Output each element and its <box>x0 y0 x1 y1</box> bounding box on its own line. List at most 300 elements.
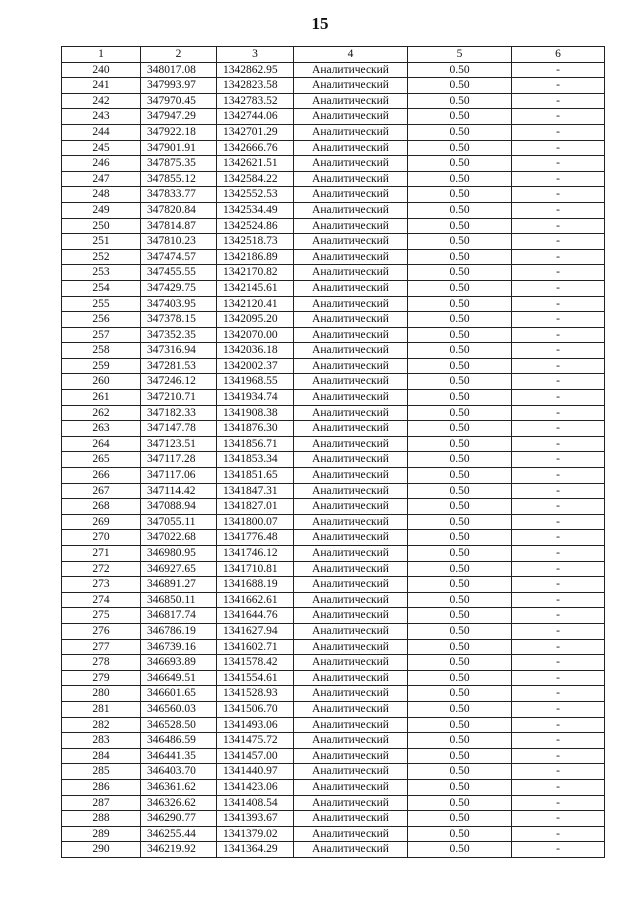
table-row <box>62 343 605 359</box>
x-coordinate-cell: 347993.97 <box>141 78 217 94</box>
y-coordinate-cell: 1341475.72 <box>217 733 294 749</box>
x-coordinate-cell: 347246.12 <box>141 374 217 390</box>
table-row <box>62 733 605 749</box>
y-coordinate-cell: 1341528.93 <box>217 686 294 702</box>
y-coordinate-cell: 1341853.34 <box>217 452 294 468</box>
table-header-row <box>62 47 605 63</box>
y-coordinate-cell: 1342666.76 <box>217 140 294 156</box>
point-number-cell: 265 <box>62 452 141 468</box>
point-number-cell: 269 <box>62 514 141 530</box>
table-row <box>62 499 605 515</box>
accuracy-cell: 0.50 <box>408 686 512 702</box>
table-row <box>62 390 605 406</box>
note-cell: - <box>512 140 605 156</box>
accuracy-cell: 0.50 <box>408 156 512 172</box>
y-coordinate-cell: 1341776.48 <box>217 530 294 546</box>
note-cell: - <box>512 764 605 780</box>
accuracy-cell: 0.50 <box>408 62 512 78</box>
point-number-cell: 280 <box>62 686 141 702</box>
point-number-cell: 240 <box>62 62 141 78</box>
method-cell: Аналитический <box>294 670 408 686</box>
method-cell: Аналитический <box>294 78 408 94</box>
note-cell: - <box>512 779 605 795</box>
accuracy-cell: 0.50 <box>408 468 512 484</box>
table-row <box>62 218 605 234</box>
point-number-cell: 246 <box>62 156 141 172</box>
note-cell: - <box>512 156 605 172</box>
method-cell: Аналитический <box>294 608 408 624</box>
table-row <box>62 296 605 312</box>
point-number-cell: 256 <box>62 312 141 328</box>
method-cell: Аналитический <box>294 826 408 842</box>
accuracy-cell: 0.50 <box>408 561 512 577</box>
accuracy-cell: 0.50 <box>408 779 512 795</box>
y-coordinate-cell: 1342823.58 <box>217 78 294 94</box>
point-number-cell: 285 <box>62 764 141 780</box>
method-cell: Аналитический <box>294 374 408 390</box>
method-cell: Аналитический <box>294 249 408 265</box>
note-cell: - <box>512 343 605 359</box>
y-coordinate-cell: 1341506.70 <box>217 701 294 717</box>
method-cell: Аналитический <box>294 499 408 515</box>
point-number-cell: 259 <box>62 358 141 374</box>
method-cell: Аналитический <box>294 468 408 484</box>
y-coordinate-cell: 1341554.61 <box>217 670 294 686</box>
y-coordinate-cell: 1341578.42 <box>217 655 294 671</box>
method-cell: Аналитический <box>294 343 408 359</box>
point-number-cell: 249 <box>62 202 141 218</box>
table-row <box>62 842 605 858</box>
point-number-cell: 283 <box>62 733 141 749</box>
accuracy-cell: 0.50 <box>408 421 512 437</box>
note-cell: - <box>512 826 605 842</box>
table-row <box>62 62 605 78</box>
note-cell: - <box>512 639 605 655</box>
accuracy-cell: 0.50 <box>408 109 512 125</box>
note-cell: - <box>512 327 605 343</box>
y-coordinate-cell: 1341364.29 <box>217 842 294 858</box>
y-coordinate-cell: 1342744.06 <box>217 109 294 125</box>
x-coordinate-cell: 347147.78 <box>141 421 217 437</box>
table-row <box>62 811 605 827</box>
column-header: 5 <box>408 47 512 63</box>
table-row <box>62 405 605 421</box>
note-cell: - <box>512 483 605 499</box>
x-coordinate-cell: 347114.42 <box>141 483 217 499</box>
y-coordinate-cell: 1341710.81 <box>217 561 294 577</box>
table-row <box>62 421 605 437</box>
y-coordinate-cell: 1341851.65 <box>217 468 294 484</box>
point-number-cell: 272 <box>62 561 141 577</box>
table-row <box>62 156 605 172</box>
method-cell: Аналитический <box>294 280 408 296</box>
y-coordinate-cell: 1341408.54 <box>217 795 294 811</box>
method-cell: Аналитический <box>294 577 408 593</box>
x-coordinate-cell: 347855.12 <box>141 171 217 187</box>
note-cell: - <box>512 124 605 140</box>
method-cell: Аналитический <box>294 546 408 562</box>
method-cell: Аналитический <box>294 327 408 343</box>
y-coordinate-cell: 1341908.38 <box>217 405 294 421</box>
point-number-cell: 278 <box>62 655 141 671</box>
note-cell: - <box>512 93 605 109</box>
x-coordinate-cell: 347403.95 <box>141 296 217 312</box>
x-coordinate-cell: 346649.51 <box>141 670 217 686</box>
page-number: 15 <box>311 14 329 33</box>
y-coordinate-cell: 1342518.73 <box>217 234 294 250</box>
table-row <box>62 592 605 608</box>
note-cell: - <box>512 421 605 437</box>
point-number-cell: 263 <box>62 421 141 437</box>
y-coordinate-cell: 1341800.07 <box>217 514 294 530</box>
table-row <box>62 468 605 484</box>
accuracy-cell: 0.50 <box>408 93 512 109</box>
y-coordinate-cell: 1342534.49 <box>217 202 294 218</box>
column-header: 6 <box>512 47 605 63</box>
method-cell: Аналитический <box>294 62 408 78</box>
table-row <box>62 140 605 156</box>
x-coordinate-cell: 347429.75 <box>141 280 217 296</box>
point-number-cell: 289 <box>62 826 141 842</box>
x-coordinate-cell: 346403.70 <box>141 764 217 780</box>
note-cell: - <box>512 670 605 686</box>
point-number-cell: 253 <box>62 265 141 281</box>
note-cell: - <box>512 561 605 577</box>
x-coordinate-cell: 346817.74 <box>141 608 217 624</box>
x-coordinate-cell: 347123.51 <box>141 436 217 452</box>
note-cell: - <box>512 811 605 827</box>
method-cell: Аналитический <box>294 811 408 827</box>
method-cell: Аналитический <box>294 124 408 140</box>
note-cell: - <box>512 499 605 515</box>
table-row <box>62 358 605 374</box>
table-row <box>62 452 605 468</box>
method-cell: Аналитический <box>294 623 408 639</box>
note-cell: - <box>512 546 605 562</box>
x-coordinate-cell: 347316.94 <box>141 343 217 359</box>
accuracy-cell: 0.50 <box>408 530 512 546</box>
y-coordinate-cell: 1342621.51 <box>217 156 294 172</box>
accuracy-cell: 0.50 <box>408 577 512 593</box>
table-row <box>62 171 605 187</box>
accuracy-cell: 0.50 <box>408 296 512 312</box>
method-cell: Аналитический <box>294 748 408 764</box>
table-row <box>62 280 605 296</box>
method-cell: Аналитический <box>294 218 408 234</box>
table-row <box>62 249 605 265</box>
y-coordinate-cell: 1341746.12 <box>217 546 294 562</box>
x-coordinate-cell: 347947.29 <box>141 109 217 125</box>
accuracy-cell: 0.50 <box>408 499 512 515</box>
table-row <box>62 483 605 499</box>
table-row <box>62 686 605 702</box>
x-coordinate-cell: 346255.44 <box>141 826 217 842</box>
table-row <box>62 608 605 624</box>
accuracy-cell: 0.50 <box>408 639 512 655</box>
table-row <box>62 265 605 281</box>
method-cell: Аналитический <box>294 358 408 374</box>
x-coordinate-cell: 347901.91 <box>141 140 217 156</box>
note-cell: - <box>512 452 605 468</box>
note-cell: - <box>512 436 605 452</box>
column-header: 1 <box>62 47 141 63</box>
accuracy-cell: 0.50 <box>408 187 512 203</box>
x-coordinate-cell: 347117.06 <box>141 468 217 484</box>
table-row <box>62 655 605 671</box>
accuracy-cell: 0.50 <box>408 701 512 717</box>
point-number-cell: 290 <box>62 842 141 858</box>
table-row <box>62 93 605 109</box>
point-number-cell: 281 <box>62 701 141 717</box>
point-number-cell: 262 <box>62 405 141 421</box>
x-coordinate-cell: 346980.95 <box>141 546 217 562</box>
accuracy-cell: 0.50 <box>408 327 512 343</box>
x-coordinate-cell: 347088.94 <box>141 499 217 515</box>
accuracy-cell: 0.50 <box>408 140 512 156</box>
table-row <box>62 124 605 140</box>
y-coordinate-cell: 1341856.71 <box>217 436 294 452</box>
method-cell: Аналитический <box>294 296 408 312</box>
accuracy-cell: 0.50 <box>408 78 512 94</box>
note-cell: - <box>512 218 605 234</box>
x-coordinate-cell: 347455.55 <box>141 265 217 281</box>
table-row <box>62 374 605 390</box>
point-number-cell: 242 <box>62 93 141 109</box>
point-number-cell: 267 <box>62 483 141 499</box>
accuracy-cell: 0.50 <box>408 733 512 749</box>
accuracy-cell: 0.50 <box>408 764 512 780</box>
method-cell: Аналитический <box>294 701 408 717</box>
point-number-cell: 266 <box>62 468 141 484</box>
x-coordinate-cell: 347182.33 <box>141 405 217 421</box>
table-row <box>62 530 605 546</box>
point-number-cell: 255 <box>62 296 141 312</box>
y-coordinate-cell: 1342701.29 <box>217 124 294 140</box>
x-coordinate-cell: 347970.45 <box>141 93 217 109</box>
table-row <box>62 312 605 328</box>
accuracy-cell: 0.50 <box>408 312 512 328</box>
x-coordinate-cell: 347833.77 <box>141 187 217 203</box>
y-coordinate-cell: 1341662.61 <box>217 592 294 608</box>
point-number-cell: 270 <box>62 530 141 546</box>
y-coordinate-cell: 1342145.61 <box>217 280 294 296</box>
table-row <box>62 639 605 655</box>
y-coordinate-cell: 1341644.76 <box>217 608 294 624</box>
table-row <box>62 701 605 717</box>
note-cell: - <box>512 78 605 94</box>
note-cell: - <box>512 514 605 530</box>
note-cell: - <box>512 109 605 125</box>
x-coordinate-cell: 346693.89 <box>141 655 217 671</box>
y-coordinate-cell: 1342120.41 <box>217 296 294 312</box>
table-row <box>62 561 605 577</box>
point-number-cell: 277 <box>62 639 141 655</box>
point-number-cell: 287 <box>62 795 141 811</box>
method-cell: Аналитический <box>294 842 408 858</box>
accuracy-cell: 0.50 <box>408 842 512 858</box>
table-row <box>62 748 605 764</box>
x-coordinate-cell: 346326.62 <box>141 795 217 811</box>
note-cell: - <box>512 701 605 717</box>
method-cell: Аналитический <box>294 733 408 749</box>
accuracy-cell: 0.50 <box>408 436 512 452</box>
y-coordinate-cell: 1341968.55 <box>217 374 294 390</box>
accuracy-cell: 0.50 <box>408 218 512 234</box>
x-coordinate-cell: 347378.15 <box>141 312 217 328</box>
table-row <box>62 327 605 343</box>
y-coordinate-cell: 1342036.18 <box>217 343 294 359</box>
accuracy-cell: 0.50 <box>408 514 512 530</box>
method-cell: Аналитический <box>294 561 408 577</box>
table-row <box>62 109 605 125</box>
table-row <box>62 202 605 218</box>
y-coordinate-cell: 1341827.01 <box>217 499 294 515</box>
accuracy-cell: 0.50 <box>408 202 512 218</box>
x-coordinate-cell: 347210.71 <box>141 390 217 406</box>
y-coordinate-cell: 1341876.30 <box>217 421 294 437</box>
table-row <box>62 623 605 639</box>
y-coordinate-cell: 1342002.37 <box>217 358 294 374</box>
x-coordinate-cell: 346290.77 <box>141 811 217 827</box>
y-coordinate-cell: 1341393.67 <box>217 811 294 827</box>
accuracy-cell: 0.50 <box>408 483 512 499</box>
method-cell: Аналитический <box>294 156 408 172</box>
table-row <box>62 779 605 795</box>
point-number-cell: 279 <box>62 670 141 686</box>
accuracy-cell: 0.50 <box>408 717 512 733</box>
method-cell: Аналитический <box>294 390 408 406</box>
point-number-cell: 271 <box>62 546 141 562</box>
x-coordinate-cell: 346219.92 <box>141 842 217 858</box>
note-cell: - <box>512 312 605 328</box>
note-cell: - <box>512 374 605 390</box>
accuracy-cell: 0.50 <box>408 546 512 562</box>
method-cell: Аналитический <box>294 171 408 187</box>
note-cell: - <box>512 686 605 702</box>
accuracy-cell: 0.50 <box>408 670 512 686</box>
x-coordinate-cell: 346441.35 <box>141 748 217 764</box>
coordinates-table <box>61 46 605 858</box>
y-coordinate-cell: 1341440.97 <box>217 764 294 780</box>
accuracy-cell: 0.50 <box>408 608 512 624</box>
y-coordinate-cell: 1342862.95 <box>217 62 294 78</box>
accuracy-cell: 0.50 <box>408 234 512 250</box>
method-cell: Аналитический <box>294 421 408 437</box>
x-coordinate-cell: 347820.84 <box>141 202 217 218</box>
y-coordinate-cell: 1341423.06 <box>217 779 294 795</box>
point-number-cell: 254 <box>62 280 141 296</box>
point-number-cell: 247 <box>62 171 141 187</box>
method-cell: Аналитический <box>294 405 408 421</box>
x-coordinate-cell: 347474.57 <box>141 249 217 265</box>
method-cell: Аналитический <box>294 93 408 109</box>
point-number-cell: 282 <box>62 717 141 733</box>
method-cell: Аналитический <box>294 592 408 608</box>
note-cell: - <box>512 608 605 624</box>
note-cell: - <box>512 468 605 484</box>
x-coordinate-cell: 347055.11 <box>141 514 217 530</box>
x-coordinate-cell: 348017.08 <box>141 62 217 78</box>
column-header: 2 <box>141 47 217 63</box>
x-coordinate-cell: 347022.68 <box>141 530 217 546</box>
note-cell: - <box>512 733 605 749</box>
accuracy-cell: 0.50 <box>408 280 512 296</box>
y-coordinate-cell: 1342170.82 <box>217 265 294 281</box>
note-cell: - <box>512 530 605 546</box>
note-cell: - <box>512 748 605 764</box>
accuracy-cell: 0.50 <box>408 390 512 406</box>
table-row <box>62 436 605 452</box>
point-number-cell: 261 <box>62 390 141 406</box>
note-cell: - <box>512 234 605 250</box>
y-coordinate-cell: 1342070.00 <box>217 327 294 343</box>
method-cell: Аналитический <box>294 436 408 452</box>
y-coordinate-cell: 1342095.20 <box>217 312 294 328</box>
y-coordinate-cell: 1341379.02 <box>217 826 294 842</box>
accuracy-cell: 0.50 <box>408 592 512 608</box>
method-cell: Аналитический <box>294 655 408 671</box>
point-number-cell: 274 <box>62 592 141 608</box>
point-number-cell: 257 <box>62 327 141 343</box>
x-coordinate-cell: 347117.28 <box>141 452 217 468</box>
x-coordinate-cell: 346528.50 <box>141 717 217 733</box>
note-cell: - <box>512 280 605 296</box>
note-cell: - <box>512 187 605 203</box>
note-cell: - <box>512 62 605 78</box>
method-cell: Аналитический <box>294 265 408 281</box>
point-number-cell: 286 <box>62 779 141 795</box>
table-row <box>62 826 605 842</box>
x-coordinate-cell: 346850.11 <box>141 592 217 608</box>
point-number-cell: 258 <box>62 343 141 359</box>
x-coordinate-cell: 346786.19 <box>141 623 217 639</box>
table-row <box>62 764 605 780</box>
note-cell: - <box>512 623 605 639</box>
table-body <box>62 62 605 857</box>
accuracy-cell: 0.50 <box>408 171 512 187</box>
accuracy-cell: 0.50 <box>408 826 512 842</box>
method-cell: Аналитический <box>294 795 408 811</box>
point-number-cell: 273 <box>62 577 141 593</box>
x-coordinate-cell: 347352.35 <box>141 327 217 343</box>
y-coordinate-cell: 1342584.22 <box>217 171 294 187</box>
point-number-cell: 245 <box>62 140 141 156</box>
y-coordinate-cell: 1342186.89 <box>217 249 294 265</box>
x-coordinate-cell: 346601.65 <box>141 686 217 702</box>
table-row <box>62 670 605 686</box>
y-coordinate-cell: 1341934.74 <box>217 390 294 406</box>
accuracy-cell: 0.50 <box>408 343 512 359</box>
y-coordinate-cell: 1341493.06 <box>217 717 294 733</box>
y-coordinate-cell: 1341602.71 <box>217 639 294 655</box>
point-number-cell: 276 <box>62 623 141 639</box>
x-coordinate-cell: 346927.65 <box>141 561 217 577</box>
method-cell: Аналитический <box>294 686 408 702</box>
accuracy-cell: 0.50 <box>408 249 512 265</box>
method-cell: Аналитический <box>294 140 408 156</box>
note-cell: - <box>512 296 605 312</box>
y-coordinate-cell: 1341847.31 <box>217 483 294 499</box>
y-coordinate-cell: 1341627.94 <box>217 623 294 639</box>
table-row <box>62 234 605 250</box>
method-cell: Аналитический <box>294 483 408 499</box>
note-cell: - <box>512 390 605 406</box>
x-coordinate-cell: 346739.16 <box>141 639 217 655</box>
x-coordinate-cell: 346891.27 <box>141 577 217 593</box>
y-coordinate-cell: 1341688.19 <box>217 577 294 593</box>
note-cell: - <box>512 249 605 265</box>
point-number-cell: 241 <box>62 78 141 94</box>
